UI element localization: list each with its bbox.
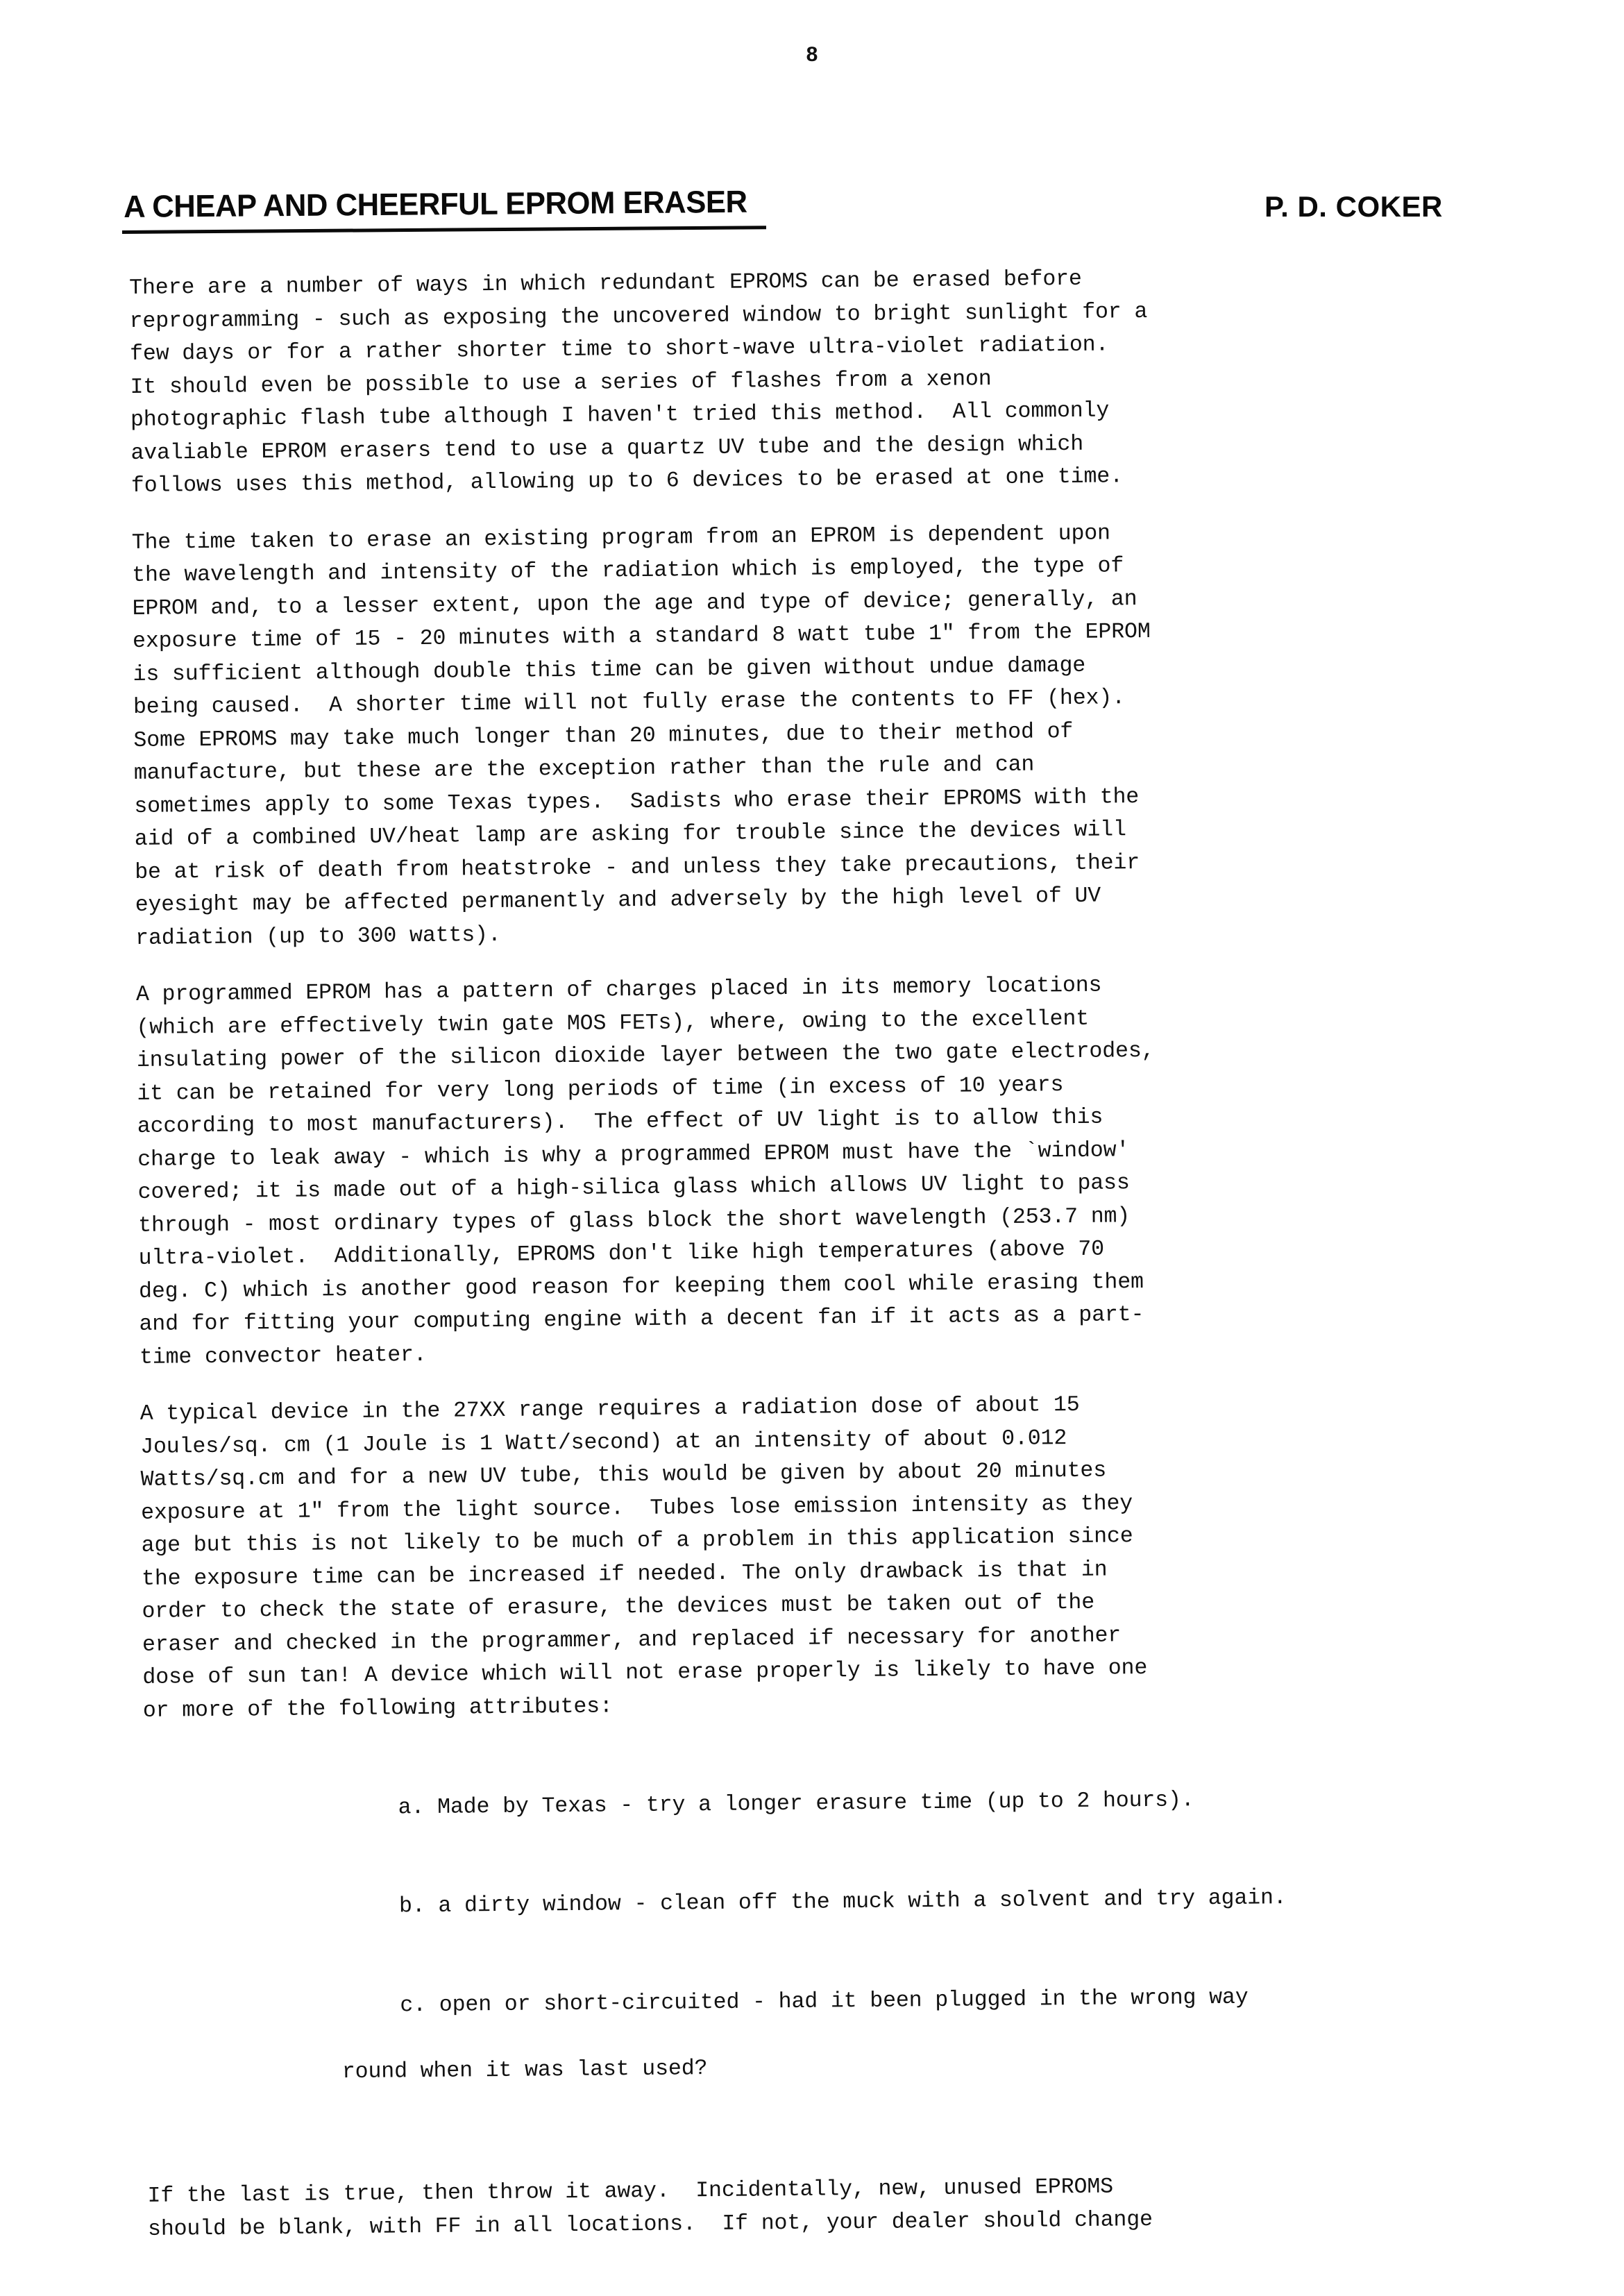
- list-item-gap: [424, 1795, 437, 1819]
- list-item-label: c.: [400, 1993, 427, 2018]
- article-body: [129, 259, 1530, 2270]
- closing-paragraph: If the last is true, then throw it away. Incidentally, new, unused EPROMS should be blank, with FF in all locations. If not, your dealer should change: [147, 2175, 1153, 2242]
- article-header: [0, 183, 1624, 251]
- attributes-list: [144, 1748, 1528, 2156]
- body-paragraph-3: A programmed EPROM has a pattern of charges placed in its memory locations (which are effectively twin gate MOS FETs), where, owing to the excellent insulating power of the silicon dioxide layer between the two gate electrodes, it can be retained for very long periods of time (in excess of 10 years according to most manufacturers). The effect of UV light is to allow this charge to leak away - which is why a programmed EPROM must have the `window' covered; it is made out of a high-silica glass which allows UV light to pass through - most ordinary types of glass block the short wavelength (253.7 nm) ultra-violet. Additionally, EPROMS don't like high temperatures (above 70 deg. C) which is another good reason for keeping them cool while erasing them and for fitting your computing engine with a decent fan if it acts as a part- time convector heater.: [135, 973, 1155, 1370]
- list-item: [295, 1945, 1528, 2155]
- list-item-label: b.: [398, 1894, 425, 1919]
- title-underline-rule: [122, 226, 766, 234]
- article-author: P. D. COKER: [1264, 190, 1443, 223]
- article-title: A CHEAP AND CHEERFUL EPROM ERASER: [124, 183, 747, 224]
- page-number: 8: [806, 43, 818, 66]
- list-item-gap: [425, 1894, 438, 1918]
- list-item-text: a dirty window - clean off the muck with a solvent and try again.: [438, 1886, 1287, 1918]
- list-item-continuation: round when it was last used?: [341, 2056, 708, 2084]
- list-item-text: Made by Texas - try a longer erasure time (up to 2 hours).: [437, 1787, 1194, 1820]
- list-item: [294, 1748, 1525, 1859]
- body-paragraph-1: There are a number of ways in which redundant EPROMS can be erased before reprogramming - such as exposing the uncovered window to bright sunlight for a few days or for a rather shorter time to short-wave ultra-violet radiation. It should even be possible to use a series of flashes from a xenon photographic flash tube although I haven't tried this method. All commonly avaliable EPROM erasers tend to use a quartz UV tube and the design which follows uses this method, allowing up to 6 devices to be erased at one time.: [129, 267, 1148, 498]
- body-paragraph-4: A typical device in the 27XX range requires a radiation dose of about 15 Joules/sq. cm (1 Joule is 1 Watt/second) at an intensity of about 0.012 Watts/sq.cm and for a new UV tube, this would be given by about 20 minutes exposure at 1" from the light source. Tubes lose emission intensity as they age but this is not likely to be much of a problem in this application since the exposure time can be increased if needed. The only drawback is that in order to check the state of erasure, the devices must be taken out of the eraser and checked in the programmer, and replaced if necessary for another dose of sun tan! A device which will not erase properly is likely to have one or more of the following attributes:: [139, 1392, 1148, 1723]
- list-item: [294, 1846, 1526, 1957]
- list-item-label: a.: [398, 1795, 425, 1820]
- body-paragraph-2: The time taken to erase an existing program from an EPROM is dependent upon the wavelength and intensity of the radiation which is employed, the type of EPROM and, to a lesser extent, upon the age and type of device; generally, an exposure time of 15 - 20 minutes with a standard 8 watt tube 1" from the EPROM is sufficient although double this time can be given without undue damage being caused. A shorter time will not fully erase the contents to FF (hex). Some EPROMS may take much longer than 20 minutes, due to their method of manufacture, but these are the exception rather than the rule and can sometimes apply to some Texas types. Sadists who erase their EPROMS with the aid of a combined UV/heat lamp are asking for trouble since the devices will be at risk of death from heatstroke - and unless they take precautions, their eyesight may be affected permanently and adversely by the high level of UV radiation (up to 300 watts).: [131, 521, 1151, 951]
- list-item-gap: [426, 1993, 439, 2017]
- list-item-text: open or short-circuited - had it been plugged in the wrong way: [439, 1985, 1249, 2018]
